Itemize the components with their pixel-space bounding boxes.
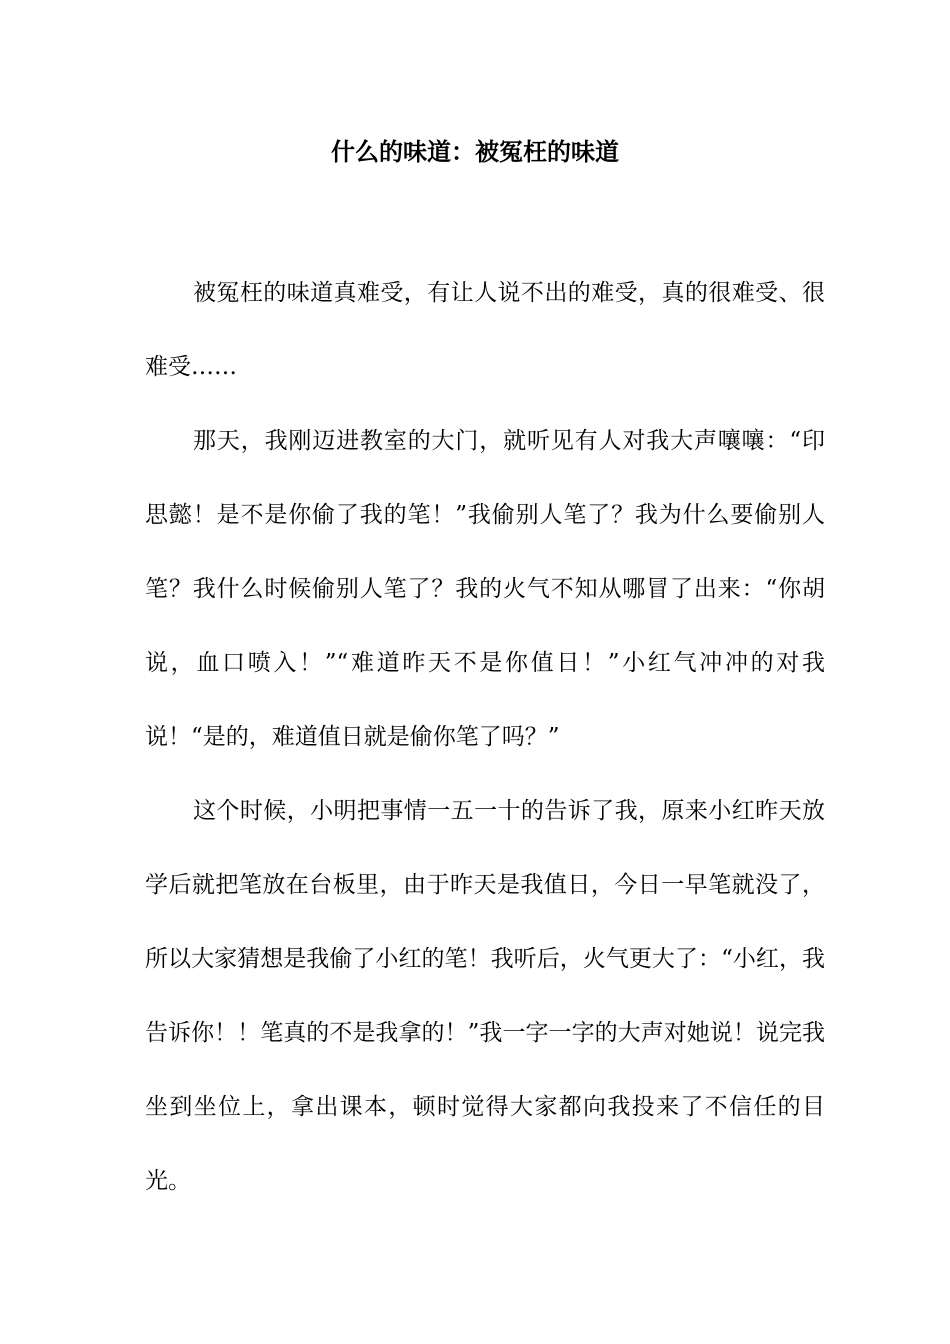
document-title: 什么的味道：被冤枉的味道 <box>331 137 619 166</box>
paragraph-2: 那天，我刚迈进教室的大门，就听见有人对我大声嚷嚷：“印思懿！是不是你偷了我的笔！”我偷别人笔了？我为什么要偷别人笔？我什么时候偷别人笔了？我的火气不知从哪冒了出来：“你胡说，血口喷入！”“难道昨天不是你值日！”小红气冲冲的对我说！“是的，难道值日就是偷你笔了吗？” <box>145 428 825 750</box>
paragraph-3: 这个时候，小明把事情一五一十的告诉了我，原来小红昨天放学后就把笔放在台板里，由于昨天是我值日，今日一早笔就没了，所以大家猜想是我偷了小红的笔！我听后，火气更大了：“小红，我告诉你！！笔真的不是我拿的！”我一字一字的大声对她说！说完我坐到坐位上，拿出课本，顿时觉得大家都向我投来了不信任的目光。 <box>145 798 825 1194</box>
document-body <box>145 256 825 1218</box>
paragraph-1: 被冤枉的味道真难受，有让人说不出的难受，真的很难受、很难受…… <box>145 280 825 380</box>
